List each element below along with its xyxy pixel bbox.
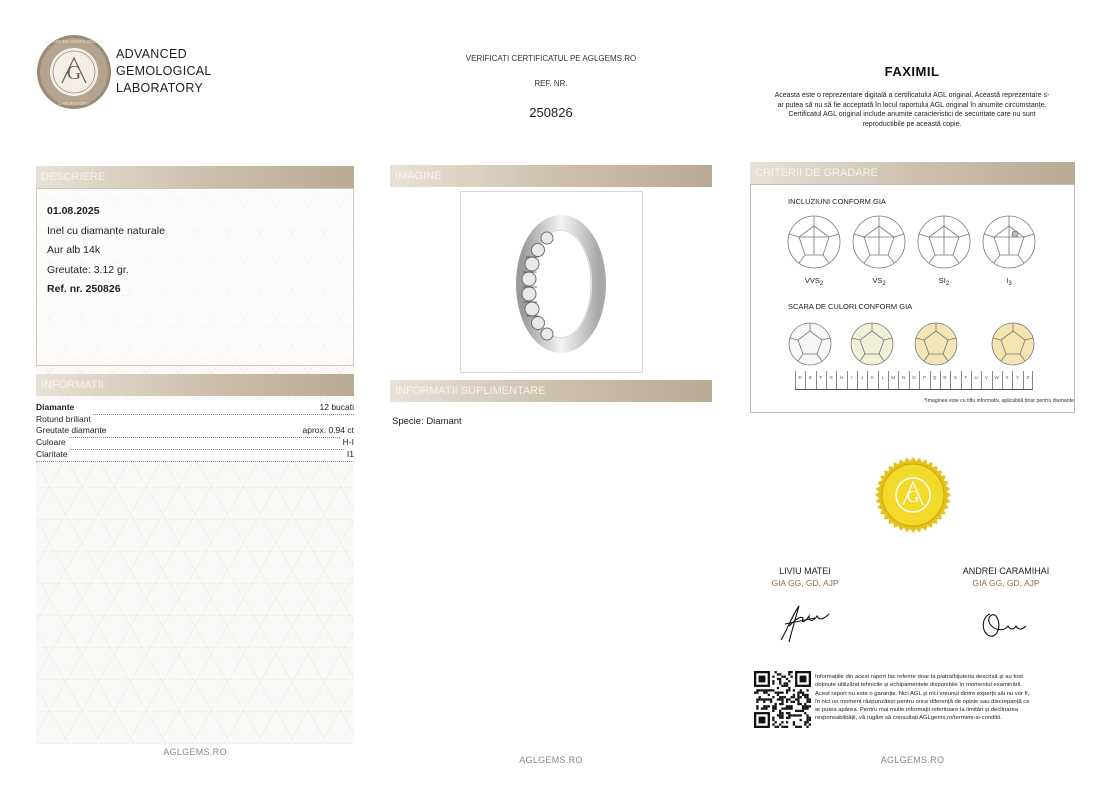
descriere-date: 01.08.2025 [47, 205, 100, 217]
scale-tick [909, 371, 910, 389]
ring-image-frame [460, 191, 643, 373]
clarity-label-i3: $I_3$ [1006, 276, 1012, 287]
scale-tick [1023, 371, 1024, 389]
criterii-footnote: *Imaginea este cu titlu informativ, aplicabilă doar pentru diamante [924, 398, 1074, 404]
scale-tick [888, 371, 889, 389]
scale-tick [898, 371, 899, 389]
signer-2-signature [976, 604, 1036, 644]
scale-tick [836, 371, 837, 389]
clarity-diagrams [784, 214, 1044, 272]
scale-tick [847, 371, 848, 389]
scale-tick [826, 371, 827, 389]
qr-code[interactable] [754, 671, 811, 728]
scale-letter: V [984, 375, 988, 380]
signer-1-name: LIVIU MATEI [779, 566, 831, 576]
scale-letter: U [974, 375, 978, 380]
ref-value: 250826 [529, 105, 573, 120]
scale-letter: R [943, 375, 947, 380]
color-scale-title: SCARA DE CULORI CONFORM GIA [788, 302, 913, 311]
suplimentare-header: INFORMATII SUPLIMENTARE [390, 380, 712, 402]
descriere-ref: Ref. nr. 250826 [47, 283, 121, 295]
scale-letter: I [851, 375, 853, 380]
scale-tick [805, 371, 806, 389]
scale-tick [971, 371, 972, 389]
info-row-clarity: Claritate I1 [36, 449, 354, 462]
info-row-diamante: Diamante 12 bucati [36, 402, 354, 415]
scale-tick [878, 371, 879, 389]
scale-tick [981, 371, 982, 389]
color-diagrams [784, 318, 1044, 372]
scale-tick [919, 371, 920, 389]
footer-center-link[interactable]: AGLGEMS.RO [519, 755, 583, 765]
descriere-header: DESCRIERE [36, 166, 354, 188]
scale-letter: T [964, 375, 968, 380]
scale-tick [816, 371, 817, 389]
signer-2-title: GIA GG, GD, AJP [972, 578, 1040, 588]
lab-name: ADVANCED GEMOLOGICAL LABORATORY [116, 47, 212, 95]
scale-tick [992, 371, 993, 389]
info-row-weight: Greutate diamante aprox. 0.94 ct [36, 425, 354, 438]
scale-tick [857, 371, 858, 389]
scale-tick [940, 371, 941, 389]
suplimentare-text: Specie: Diamant [392, 416, 462, 427]
faximil-title: FAXIMIL [884, 64, 940, 79]
ref-label: REF. NR. [534, 79, 568, 88]
scale-tick [961, 371, 962, 389]
svg-text:G: G [906, 487, 920, 506]
color-letter-scale [795, 371, 1033, 390]
scale-letter: Y [1015, 375, 1019, 380]
scale-letter: N [902, 375, 906, 380]
scale-letter: X [1005, 375, 1009, 380]
scale-letter: Z [1026, 375, 1030, 380]
svg-text:ADVANCED GEMOLOGICAL: ADVANCED GEMOLOGICAL [43, 39, 105, 44]
scale-letter: O [912, 375, 916, 380]
scale-letter: S [953, 375, 957, 380]
info-row-color: Culoare H-I [36, 437, 354, 450]
scale-letter: K [871, 375, 875, 380]
verify-text: VERIFICATI CERTIFICATUL PE AGLGEMS.RO [465, 54, 637, 63]
svg-text:G: G [66, 62, 82, 84]
inclusions-title: INCLUZIUNI CONFORM GIA [788, 197, 886, 206]
gold-seal-icon [874, 456, 952, 534]
scale-letter: W [994, 375, 999, 380]
scale-letter: L [881, 375, 885, 380]
info-row-shape: Rotund briliant [36, 414, 91, 424]
clarity-label-vvs2: $VVS_2$ [804, 276, 824, 287]
informatii-header: INFORMATII [36, 374, 354, 396]
signer-1-title: GIA GG, GD, AJP [771, 578, 839, 588]
scale-letter: E [809, 375, 813, 380]
scale-tick [950, 371, 951, 389]
footer-right-link[interactable]: AGLGEMS.RO [880, 755, 945, 765]
scale-letter: G [829, 375, 833, 380]
scale-letter: D [798, 375, 802, 380]
descriere-line1: Inel cu diamante naturale [47, 224, 165, 237]
signer-2-name: ANDREI CARAMIHAI [962, 566, 1050, 576]
scale-tick [1002, 371, 1003, 389]
scale-letter: J [861, 375, 864, 380]
footer-left-link[interactable]: AGLGEMS.RO [163, 747, 227, 757]
scale-letter: F [819, 375, 823, 380]
scale-tick [930, 371, 931, 389]
legal-disclaimer: Informațiile din acest raport fac referire doar la piatra/bijuteria descrisă și au fost obținute utilizând tehnicile și echipamentele disponibile în momentul examinării. Acest raport nu este o garanție. Nici AGL și nici vreunul dintre experții săi nu vor fi, în nici un moment răspunzători pentru orice diferență de opinie sau discrepanță ce ar putea apărea. Pentru mai multe informații referitoare la limitări și declinarea responsabilității, vă rugăm să consultați AGLgems.ro/termeni-si-conditii. [815, 674, 1030, 722]
faximil-disclaimer: Aceasta este o reprezentare digitală a certificatului AGL original. Această reprezentare s- ar putea să nu să fie acceptată în locul raportului AGL original în anumite circumstanțe. Certificatul AGL original include anumite caracteristici de securitate care nu sunt reproductibile pe această copie. [774, 92, 1050, 128]
ring-image [461, 192, 642, 372]
scale-letter: H [839, 375, 844, 380]
svg-text:LABORATORY: LABORATORY [58, 101, 90, 106]
clarity-label-si2: $SI_2$ [938, 276, 950, 287]
criterii-header: CRITERII DE GRADARE [750, 162, 1075, 184]
scale-letter: P [922, 375, 926, 380]
scale-letter: M [891, 375, 896, 380]
imagine-header: IMAGINE [390, 165, 712, 187]
scale-tick [1012, 371, 1013, 389]
scale-tick [1032, 371, 1033, 389]
agl-seal-logo [36, 34, 112, 110]
descriere-line2: Aur alb 14k [47, 244, 101, 256]
clarity-label-vs2: $VS_2$ [872, 276, 886, 287]
scale-tick [867, 371, 868, 389]
descriere-line3: Greutate: 3.12 gr. [47, 263, 129, 276]
scale-tick [795, 371, 796, 389]
descriere-content [47, 202, 337, 300]
signer-1-signature [775, 600, 835, 646]
scale-letter: Q [932, 375, 937, 380]
